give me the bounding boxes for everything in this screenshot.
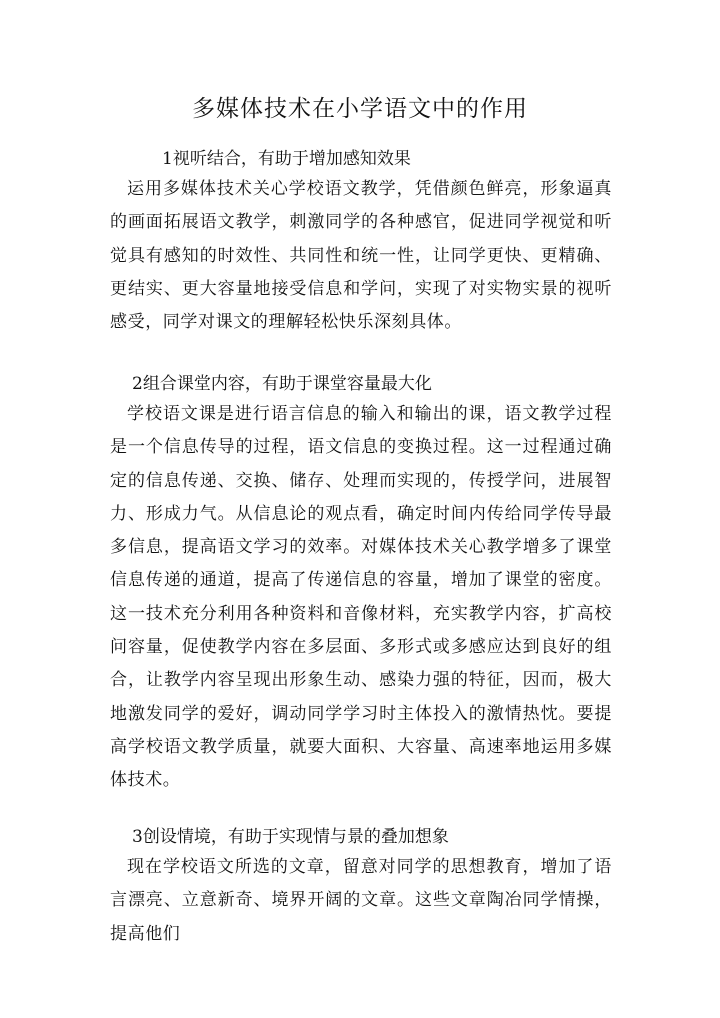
section-paragraph-1: 运用多媒体技术关心学校语文教学，凭借颜色鲜亮，形象逼真的画面拓展语文教学，刺激同学的各种感官，促进同学视觉和听觉具有感知的时效性、共同性和统一性，让同学更快、更精确、更结实、更大容量地接受信息和学问，实现了对实物实景的视听感受，同学对课文的理解轻松快乐深刻具体。 xyxy=(110,179,612,333)
document-title: 多媒体技术在小学语文中的作用 xyxy=(192,96,528,122)
section-heading-3: 3创设情境，有助于实现情与景的叠加想象 xyxy=(132,827,449,847)
section-heading-1: 1视听结合，有助于增加感知效果 xyxy=(162,149,411,169)
section-heading-2: 2组合课堂内容，有助于课堂容量最大化 xyxy=(132,374,432,394)
section-paragraph-3: 现在学校语文所选的文章，留意对同学的思想教育，增加了语言漂亮、立意新奇、境界开阔的文章。这些文章陶冶同学情操，提高他们 xyxy=(110,857,612,944)
section-paragraph-2: 学校语文课是进行语言信息的输入和输出的课，语文教学过程是一个信息传导的过程，语文信息的变换过程。这一过程通过确定的信息传递、交换、储存、处理而实现的，传授学问，进展智力、形成力气。从信息论的观点看，确定时间内传给同学传导最多信息，提高语文学习的效率。对媒体技术关心教学增多了课堂信息传递的通道，提高了传递信息的容量，增加了课堂的密度。这一技术充分利用各种资料和音像材料，充实教学内容，扩高校问容量，促使教学内容在多层面、多形式或多感应达到良好的组合，让教学内容呈现出形象生动、感染力强的特征，因而，极大地激发同学的爱好，调动同学学习时主体投入的激情热忱。要提高学校语文教学质量，就要大面积、大容量、高速率地运用多媒体技术。 xyxy=(110,404,612,791)
